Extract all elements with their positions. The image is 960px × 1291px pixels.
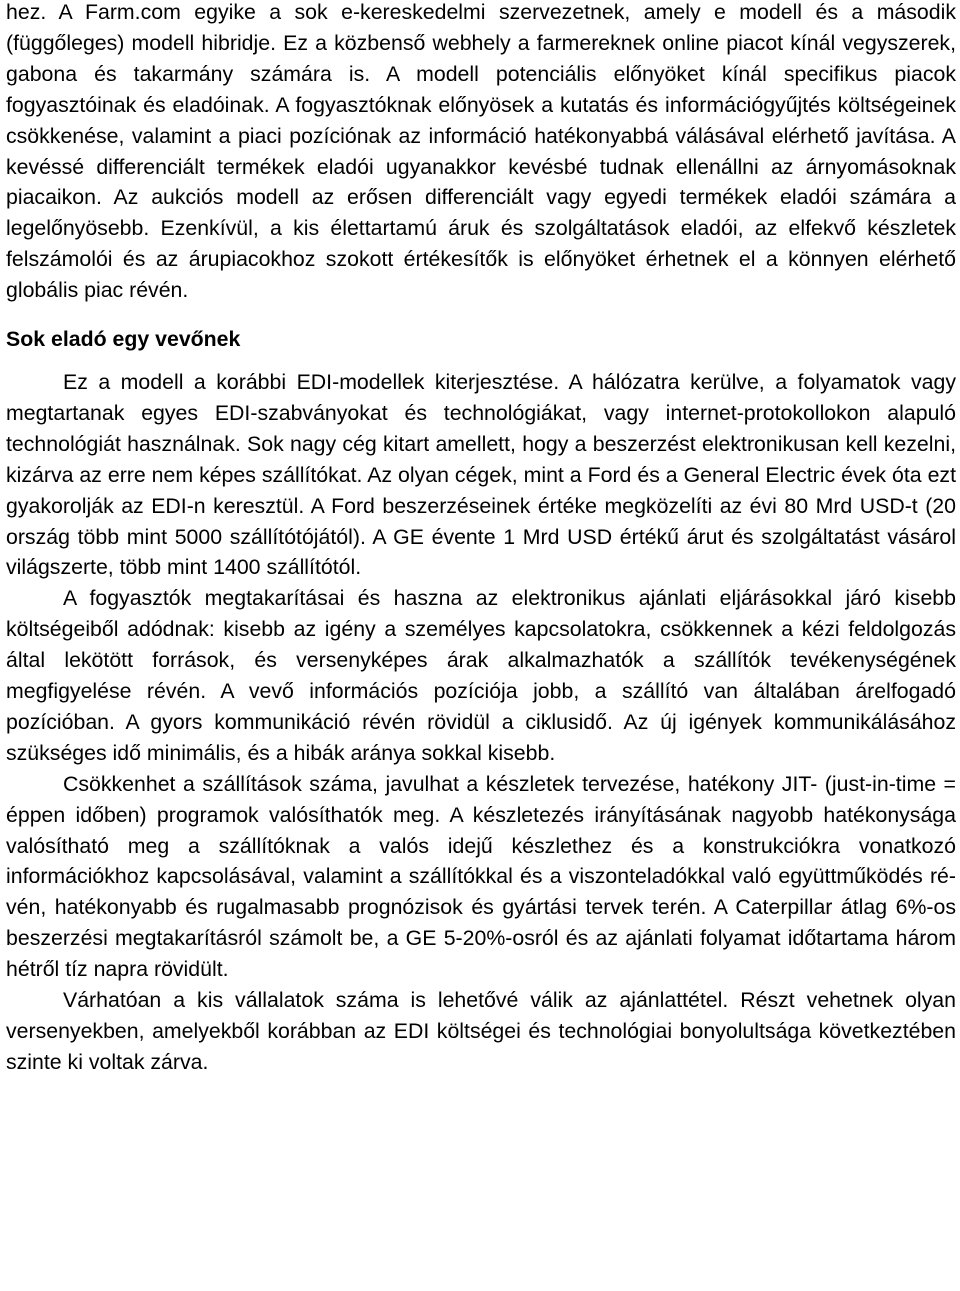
section-heading: Sok eladó egy vevőnek (6, 327, 241, 352)
intro-paragraph: hez. A Farm.com egyike a sok e-kereskedelmi szervezetnek, amely e modell és a második (függőleges) modell hibridje. Ez a közbenső webhely a farmereknek online piacot kínál vegyszerek, gabona és takarmány számára is. A modell potenciális előnyöket kínál specifikus piacok fogyasztóinak és eladóinak. A fogyasztóknak előnyösek a kutatás és információgyűjtés költségeinek csökkenése, valamint a piaci pozíciónak az információ hatékonyabbá válásával elérhető javítása. A kevéssé differenciált termékek eladói ugyanakkor kevésbé tudnak ellenállni az árnyomásoknak piacaikon. Az aukciós modell az erősen differenciált vagy egyedi termékek eladói számára a legelőnyösebb. Ezenkívül, a kis élettartamú áruk és szolgáltatások eladói, az elfekvő készletek felszámolói és az árupiacokhoz szokott értékesítők is előnyöket érhetnek el a könnyen elérhető globális piac révén. (6, 0, 956, 303)
body-paragraph: A fogyasztók megtakarításai és haszna az elektronikus ajánlati eljárásokkal járó kisebb költségeiből adódnak: kisebb az igény a személyes kapcsolatokra, csökkennek a kézi feldolgozás által lekötött források, és versenyképes árak alkalmazhatók a szállítók tevékenységének megfigyelése révén. A vevő információs pozíciója jobb, a szállító van általában árelfogadó pozícióban. A gyors kommunikáció révén rövidül a ciklusidő. Az új igények kommunikálásához szükséges idő minimális, és a hibák aránya sokkal kisebb. (6, 586, 956, 765)
document-page (6, 0, 956, 1078)
body-paragraph: Várhatóan a kis vállalatok száma is lehetővé válik az ajánlattétel. Részt vehetnek olyan versenyekben, amelyekből korábban az EDI költségei és technológiai bonyolultsága következtében szinte ki voltak zárva. (6, 988, 956, 1074)
body-paragraph: Csökkenhet a szállítások száma, javulhat a készletek tervezése, hatékony JIT- (just-in-time = éppen időben) programok valósíthatók meg. A készletezés irányításának nagyobb hatékonysága valósítható meg a szállítóknak a valós idejű készlethez és a konstrukciókra vonatkozó információkhoz kapcsolásával, valamint a szállítókkal és a viszonteladókkal való együttműködés révén, hatékonyabb és rugalmasabb prognózisok és gyártási tervek terén. A Caterpillar átlag 6%-os beszerzési megtakarításról számolt be, a GE 5-20%-osról és az ajánlati folyamat időtartama három hétről tíz napra rövidült. (6, 771, 956, 982)
body-paragraph: Ez a modell a korábbi EDI-modellek kiterjesztése. A hálózatra kerülve, a folyamatok vagy megtartanak egyes EDI-szabványokat és technológiákat, vagy internet-protokollokon alapuló technológiát használnak. Sok nagy cég kitart amellett, hogy a beszerzést elektronikusan kell kezelni, kizárva az erre nem képes szállítókat. Az olyan cégek, mint a Ford és a General Electric évek óta ezt gyakorolják az EDI-n keresztül. A Ford beszerzéseinek értéke megközelíti az évi 80 Mrd USD-t (20 ország több mint 5000 szállítótójától). A GE évente 1 Mrd USD értékű árut és szolgáltatást vásárol világszerte, több mint 1400 szállítótól. (6, 369, 956, 580)
